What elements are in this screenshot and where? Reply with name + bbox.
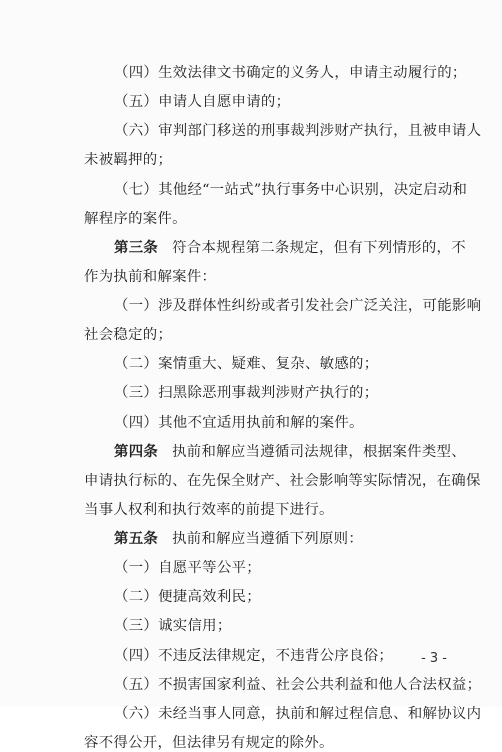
article-5-item-3: （三）诚实信用； bbox=[114, 618, 232, 635]
article-3-text: 符合本规程第二条规定，但有下列情形的，不 bbox=[172, 239, 466, 256]
article-5-item-6-line1: （六）未经当事人同意，执前和解过程信息、和解协议内 bbox=[114, 705, 482, 722]
clause-5-item: （五）申请人自愿申请的； bbox=[114, 94, 291, 111]
article-3-item-1-line1: （一）涉及群体性纠纷或者引发社会广泛关注，可能影响 bbox=[114, 298, 482, 314]
article-4-text: 执前和解应当遵循司法规律，根据案件类型、 bbox=[172, 443, 466, 460]
article-3-item-3: （三）扫黑除恶刑事裁判涉财产执行的； bbox=[114, 385, 379, 402]
page-number: - 3 - bbox=[421, 651, 447, 666]
clause-7-item-line2: 解程序的案件。 bbox=[84, 210, 187, 227]
article-5-item-6-line2: 容不得公开，但法律另有规定的除外。 bbox=[84, 734, 334, 751]
article-3-line2: 作为执前和解案件： bbox=[84, 268, 217, 285]
article-5-item-1: （一）自愿平等公平； bbox=[114, 560, 261, 577]
clause-4-item: （四）生效法律文书确定的义务人，申请主动履行的； bbox=[114, 65, 467, 81]
clause-6-item-line1: （六）审判部门移送的刑事裁判涉财产执行，且被申请人 bbox=[114, 123, 482, 140]
article-3-heading: 第三条 bbox=[114, 238, 159, 256]
article-5-item-5: （五）不损害国家利益、社会公共利益和他人合法权益； bbox=[114, 676, 482, 693]
clause-7-item-line1: （七）其他经“一站式”执行事务中心识别，决定启动和 bbox=[114, 181, 468, 198]
article-5-item-4: （四）不违反法律规定，不违背公序良俗； bbox=[114, 647, 394, 664]
article-5-heading: 第五条 bbox=[114, 530, 159, 547]
article-3-item-2: （二）案情重大、疑难、复杂、敏感的； bbox=[114, 356, 379, 373]
article-5-line1 bbox=[114, 530, 363, 548]
article-4-line1 bbox=[114, 443, 466, 461]
article-4-line2: 申请执行标的、在先保全财产、社会影响等实际情况，在确保 bbox=[84, 472, 481, 489]
article-3-item-1-line2: 社会稳定的； bbox=[84, 327, 173, 344]
article-3-item-4: （四）其他不宜适用执前和解的案件。 bbox=[114, 414, 364, 431]
article-5-item-2: （二）便捷高效利民； bbox=[114, 589, 261, 606]
article-4-line3: 当事人权利和执行效率的前提下进行。 bbox=[84, 501, 334, 518]
article-3-line1 bbox=[114, 239, 466, 257]
clause-6-item-line2: 未被羁押的； bbox=[84, 152, 173, 169]
article-4-heading: 第四条 bbox=[114, 442, 159, 460]
article-5-text: 执前和解应当遵循下列原则： bbox=[172, 531, 364, 547]
